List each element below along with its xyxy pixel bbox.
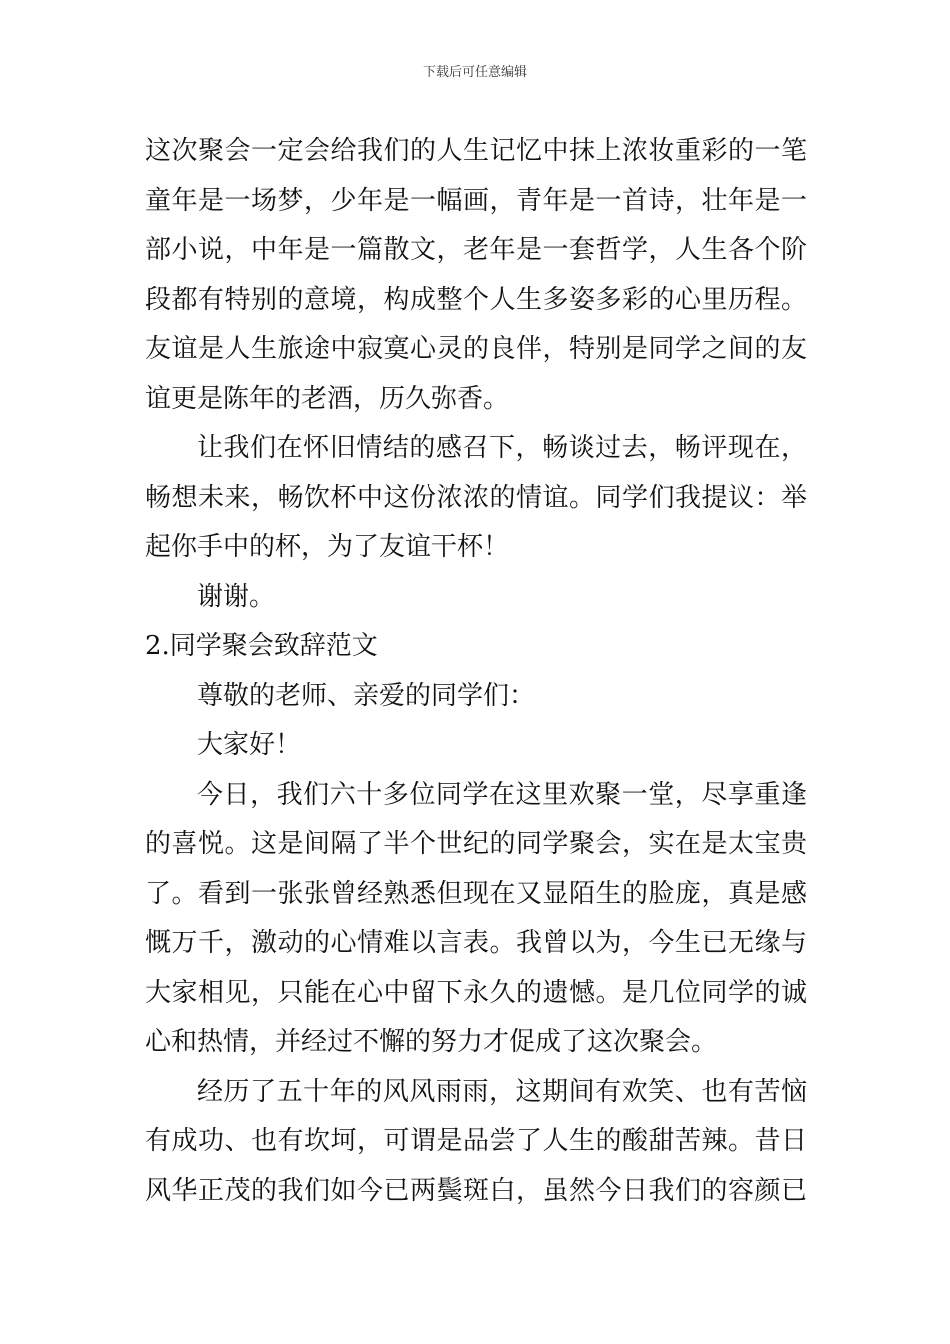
text-line: 友谊是人生旅途中寂寞心灵的良伴，特别是同学之间的友: [145, 334, 807, 364]
text-line: 的喜悦。这是间隔了半个世纪的同学聚会，实在是太宝贵: [145, 829, 807, 859]
page-header-note: 下载后可任意编辑: [422, 65, 527, 80]
text-line: 畅想未来，畅饮杯中这份浓浓的情谊。同学们我提议：举: [145, 482, 807, 513]
text-line: 大家好！: [197, 730, 302, 760]
text-line: 部小说，中年是一篇散文，老年是一套哲学，人生各个阶: [145, 235, 807, 265]
document-body: [145, 127, 807, 1216]
text-line: 了。看到一张张曾经熟悉但现在又显陌生的脸庞，真是感: [145, 878, 807, 909]
text-line: 风华正茂的我们如今已两鬓斑白，虽然今日我们的容颜已: [145, 1175, 807, 1206]
text-line: 童年是一场梦，少年是一幅画，青年是一首诗，壮年是一: [145, 185, 807, 216]
text-line: 今日，我们六十多位同学在这里欢聚一堂，尽享重逢: [197, 779, 807, 810]
text-line: 有成功、也有坎坷，可谓是品尝了人生的酸甜苦辣。昔日: [145, 1126, 807, 1156]
text-line: 段都有特别的意境，构成整个人生多姿多彩的心里历程。: [145, 284, 807, 315]
text-line: 谢谢。: [197, 581, 276, 612]
section-heading: 2.同学聚会致辞范文: [145, 631, 378, 661]
text-line: 慨万千，激动的心情难以言表。我曾以为，今生已无缘与: [145, 928, 807, 958]
text-line: 这次聚会一定会给我们的人生记忆中抹上浓妆重彩的一笔: [145, 136, 807, 166]
text-line: 大家相见，只能在心中留下永久的遗憾。是几位同学的诚: [145, 977, 807, 1008]
text-line: 谊更是陈年的老酒，历久弥香。: [145, 383, 510, 414]
text-line: 起你手中的杯，为了友谊干杯！: [145, 532, 510, 562]
text-line: 让我们在怀旧情结的感召下，畅谈过去，畅评现在，: [197, 433, 807, 463]
text-line: 尊敬的老师、亲爱的同学们：: [197, 680, 536, 711]
text-line: 心和热情，并经过不懈的努力才促成了这次聚会。: [145, 1027, 718, 1057]
text-line: 经历了五十年的风风雨雨，这期间有欢笑、也有苦恼: [197, 1076, 807, 1107]
